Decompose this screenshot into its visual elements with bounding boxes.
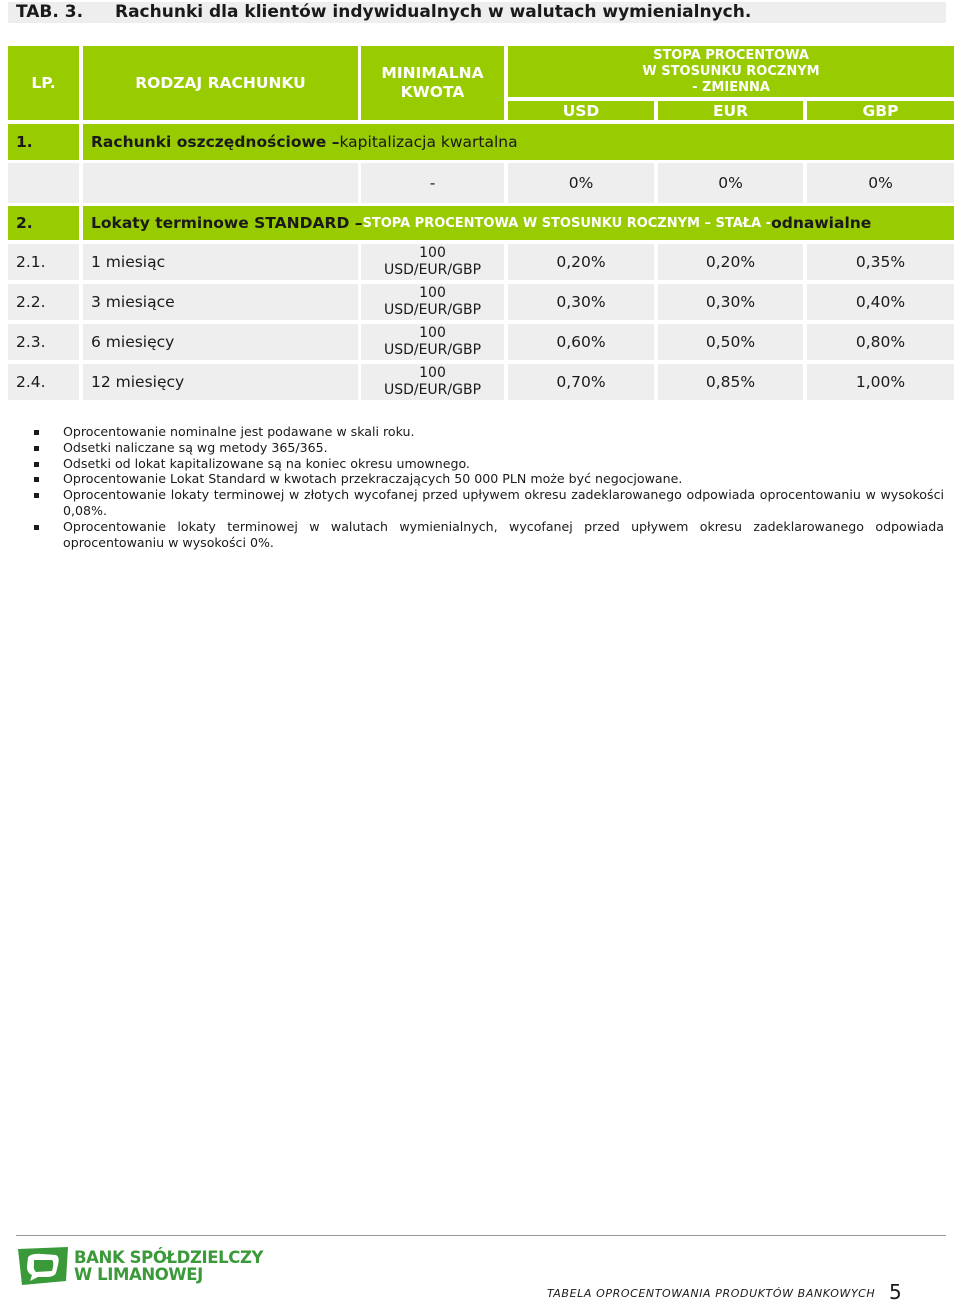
deposit-rate-gbp bbox=[807, 324, 954, 360]
deposit-row-name bbox=[83, 284, 358, 320]
deposit-rate-eur bbox=[658, 324, 803, 360]
header-currency-usd bbox=[508, 101, 654, 120]
header-min-amount bbox=[361, 46, 504, 120]
header-currency-gbp-label: GBP bbox=[862, 101, 899, 120]
deposit-row-name bbox=[83, 364, 358, 400]
deposit-row-lp bbox=[8, 364, 79, 400]
deposit-rate-gbp bbox=[807, 364, 954, 400]
header-currency-eur bbox=[658, 101, 803, 120]
header-lp-label: LP. bbox=[31, 74, 56, 92]
footer-divider bbox=[16, 1235, 946, 1236]
section1-title-normal: kapitalizacja kwartalna bbox=[339, 133, 518, 151]
note-item: Oprocentowanie lokaty terminowej w walutach wymienialnych, wycofanej przed upływem okresu zadeklarowanego odpowiada oprocentowaniu w wysokości 0%. bbox=[34, 519, 944, 551]
table-title-text: Rachunki dla klientów indywidualnych w walutach wymienialnych. bbox=[115, 2, 752, 22]
header-rate-line1: STOPA PROCENTOWA bbox=[653, 47, 809, 63]
section2-title-white: STOPA PROCENTOWA W STOSUNKU ROCZNYM – STAŁA - bbox=[362, 215, 772, 231]
section2-title-bold: Lokaty terminowe STANDARD – bbox=[91, 214, 363, 232]
deposit-rate-usd-value: 0,20% bbox=[556, 253, 606, 271]
deposit-rate-usd bbox=[508, 284, 654, 320]
deposit-rate-eur-value: 0,50% bbox=[705, 333, 756, 351]
header-account-type-label: RODZAJ RACHUNKU bbox=[135, 74, 306, 92]
deposit-amount-currencies: USD/EUR/GBP bbox=[383, 262, 482, 278]
deposit-amount-currencies: USD/EUR/GBP bbox=[383, 382, 482, 398]
notes-list bbox=[34, 424, 944, 550]
deposit-rate-gbp bbox=[807, 244, 954, 280]
deposit-rate-eur bbox=[658, 244, 803, 280]
section1-row-name bbox=[83, 163, 358, 203]
section1-rate-usd-value: 0% bbox=[568, 174, 594, 192]
deposit-row-amount bbox=[361, 284, 504, 320]
deposit-rate-usd bbox=[508, 244, 654, 280]
deposit-rate-gbp-value: 0,40% bbox=[855, 293, 906, 311]
header-currency-gbp bbox=[807, 101, 954, 120]
deposit-rate-usd-value: 0,70% bbox=[556, 373, 606, 391]
section1-row-lp bbox=[8, 163, 79, 203]
section1-title-bold: Rachunki oszczędnościowe – bbox=[91, 133, 340, 151]
bank-logo-line1: BANK SPÓŁDZIELCZY bbox=[74, 1248, 264, 1267]
page-number: 5 bbox=[889, 1280, 902, 1303]
deposit-amount-value: 100 bbox=[419, 365, 446, 381]
section1-row-amount bbox=[361, 163, 504, 203]
deposit-name-value: 12 miesięcy bbox=[91, 373, 185, 391]
note-item: Odsetki od lokat kapitalizowane są na koniec okresu umownego. bbox=[34, 456, 944, 472]
deposit-rate-gbp-value: 1,00% bbox=[855, 373, 906, 391]
deposit-rate-gbp bbox=[807, 284, 954, 320]
deposit-amount-value: 100 bbox=[419, 245, 446, 261]
deposit-lp-value: 2.4. bbox=[16, 373, 46, 391]
bank-logo-line2: W LIMANOWEJ bbox=[74, 1265, 203, 1284]
deposit-rate-eur-value: 0,20% bbox=[705, 253, 756, 271]
deposit-rate-usd bbox=[508, 324, 654, 360]
header-currency-usd-label: USD bbox=[562, 101, 600, 120]
deposit-row-lp bbox=[8, 284, 79, 320]
section1-row-amount-value: - bbox=[429, 174, 436, 192]
section1-rate-gbp bbox=[807, 163, 954, 203]
table-title bbox=[8, 2, 946, 23]
deposit-rate-usd-value: 0,30% bbox=[556, 293, 606, 311]
deposit-amount-value: 100 bbox=[419, 325, 446, 341]
deposit-row-amount bbox=[361, 364, 504, 400]
deposit-row-amount bbox=[361, 244, 504, 280]
deposit-lp-value: 2.2. bbox=[16, 293, 46, 311]
header-rate bbox=[508, 46, 954, 97]
deposit-row-name bbox=[83, 244, 358, 280]
deposit-rate-gbp-value: 0,80% bbox=[855, 333, 906, 351]
section1-number-label: 1. bbox=[16, 133, 33, 151]
section2-number bbox=[8, 206, 79, 240]
header-currency-eur-label: EUR bbox=[712, 101, 749, 120]
section1-rate-gbp-value: 0% bbox=[868, 174, 893, 192]
note-item: Oprocentowanie Lokat Standard w kwotach przekraczających 50 000 PLN może być negocjowane. bbox=[34, 471, 944, 487]
header-min-amount-line2: KWOTA bbox=[400, 83, 465, 101]
header-rate-line3: - ZMIENNA bbox=[692, 79, 770, 95]
deposit-lp-value: 2.3. bbox=[16, 333, 46, 351]
note-item: Oprocentowanie lokaty terminowej w złotych wycofanej przed upływem okresu zadeklarowanego odpowiada oprocentowaniu w wysokości 0,08%. bbox=[34, 487, 944, 519]
deposit-rate-gbp-value: 0,35% bbox=[855, 253, 906, 271]
footer-caption: TABELA OPROCENTOWANIA PRODUKTÓW BANKOWYCH bbox=[547, 1287, 876, 1300]
section1-rate-eur-value: 0% bbox=[718, 174, 743, 192]
section1-title bbox=[83, 124, 954, 160]
deposit-name-value: 6 miesięcy bbox=[91, 333, 175, 351]
section2-title bbox=[83, 206, 954, 240]
note-item: Oprocentowanie nominalne jest podawane w skali roku. bbox=[34, 424, 944, 440]
deposit-rate-eur-value: 0,85% bbox=[705, 373, 756, 391]
deposit-rate-eur bbox=[658, 364, 803, 400]
deposit-amount-value: 100 bbox=[419, 285, 446, 301]
section1-rate-eur bbox=[658, 163, 803, 203]
deposit-row-lp bbox=[8, 324, 79, 360]
deposit-rate-usd bbox=[508, 364, 654, 400]
deposit-amount-currencies: USD/EUR/GBP bbox=[383, 342, 482, 358]
section1-number bbox=[8, 124, 79, 160]
deposit-name-value: 3 miesiące bbox=[91, 293, 175, 311]
bank-logo-text bbox=[74, 1249, 263, 1283]
deposit-row-amount bbox=[361, 324, 504, 360]
deposit-lp-value: 2.1. bbox=[16, 253, 46, 271]
header-account-type bbox=[83, 46, 358, 120]
header-rate-line2: W STOSUNKU ROCZNYM bbox=[642, 63, 820, 79]
table-number: TAB. 3. bbox=[16, 2, 84, 22]
section2-number-label: 2. bbox=[16, 214, 33, 232]
section2-title-renewable: odnawialne bbox=[771, 214, 872, 232]
deposit-amount-currencies: USD/EUR/GBP bbox=[383, 302, 482, 318]
note-item: Odsetki naliczane są wg metody 365/365. bbox=[34, 440, 944, 456]
header-lp bbox=[8, 46, 79, 120]
header-min-amount-line1: MINIMALNA bbox=[381, 64, 484, 82]
deposit-row-name bbox=[83, 324, 358, 360]
deposit-row-lp bbox=[8, 244, 79, 280]
deposit-rate-eur bbox=[658, 284, 803, 320]
section1-rate-usd bbox=[508, 163, 654, 203]
deposit-rate-usd-value: 0,60% bbox=[556, 333, 606, 351]
deposit-name-value: 1 miesiąc bbox=[91, 253, 166, 271]
deposit-rate-eur-value: 0,30% bbox=[705, 293, 756, 311]
